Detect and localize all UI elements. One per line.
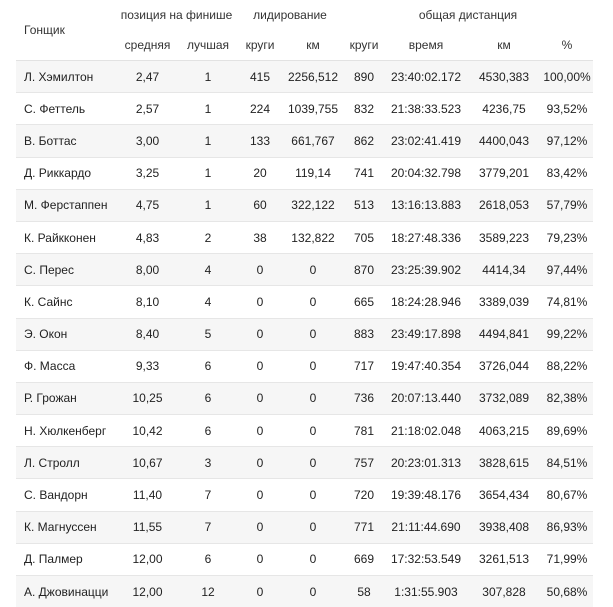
lead-laps: 20 [237,157,283,189]
header-lead-km: км [283,30,343,61]
lead-km: 0 [283,350,343,382]
distance-percent: 82,38% [541,382,593,414]
total-time: 18:24:28.946 [385,286,467,318]
table-row [16,447,593,479]
best-position: 1 [179,61,237,93]
table-row [16,286,593,318]
table-row [16,511,593,543]
avg-position: 11,40 [116,479,179,511]
total-km: 2618,053 [467,189,541,221]
driver-name: Л. Хэмилтон [16,61,116,93]
lead-km: 119,14 [283,157,343,189]
best-position: 3 [179,447,237,479]
lead-km: 0 [283,254,343,286]
lead-laps: 0 [237,254,283,286]
best-position: 6 [179,415,237,447]
lead-km: 2256,512 [283,61,343,93]
distance-percent: 93,52% [541,93,593,125]
total-km: 4236,75 [467,93,541,125]
best-position: 2 [179,221,237,253]
lead-laps: 38 [237,221,283,253]
driver-name: К. Магнуссен [16,511,116,543]
header-total-distance: общая дистанция [343,0,593,30]
total-laps: 771 [343,511,385,543]
total-time: 23:02:41.419 [385,125,467,157]
table-row [16,318,593,350]
lead-laps: 0 [237,479,283,511]
driver-name: В. Боттас [16,125,116,157]
total-km: 4494,841 [467,318,541,350]
header-lead-laps: круги [237,30,283,61]
avg-position: 11,55 [116,511,179,543]
distance-percent: 83,42% [541,157,593,189]
distance-percent: 86,93% [541,511,593,543]
avg-position: 12,00 [116,576,179,607]
total-laps: 832 [343,93,385,125]
total-laps: 757 [343,447,385,479]
table-row [16,350,593,382]
best-position: 1 [179,157,237,189]
avg-position: 2,57 [116,93,179,125]
total-laps: 58 [343,576,385,607]
lead-laps: 133 [237,125,283,157]
table-row [16,125,593,157]
lead-km: 0 [283,511,343,543]
best-position: 1 [179,93,237,125]
total-km: 4400,043 [467,125,541,157]
avg-position: 8,00 [116,254,179,286]
distance-percent: 71,99% [541,543,593,575]
total-time: 23:25:39.902 [385,254,467,286]
total-laps: 665 [343,286,385,318]
total-laps: 741 [343,157,385,189]
distance-percent: 80,67% [541,479,593,511]
table-body [16,61,593,607]
avg-position: 8,40 [116,318,179,350]
avg-position: 10,42 [116,415,179,447]
total-laps: 513 [343,189,385,221]
avg-position: 12,00 [116,543,179,575]
driver-name: К. Сайнс [16,286,116,318]
total-time: 23:49:17.898 [385,318,467,350]
avg-position: 3,25 [116,157,179,189]
lead-km: 0 [283,479,343,511]
total-km: 3261,513 [467,543,541,575]
total-km: 3779,201 [467,157,541,189]
avg-position: 4,83 [116,221,179,253]
driver-name: С. Перес [16,254,116,286]
driver-stats-table [16,0,593,607]
total-time: 23:40:02.172 [385,61,467,93]
lead-laps: 0 [237,447,283,479]
header-total-km: км [467,30,541,61]
total-time: 20:07:13.440 [385,382,467,414]
total-km: 3828,615 [467,447,541,479]
driver-name: С. Вандорн [16,479,116,511]
total-laps: 862 [343,125,385,157]
total-laps: 705 [343,221,385,253]
lead-km: 0 [283,447,343,479]
avg-position: 8,10 [116,286,179,318]
avg-position: 2,47 [116,61,179,93]
best-position: 4 [179,254,237,286]
table-row [16,576,593,607]
total-km: 4414,34 [467,254,541,286]
best-position: 4 [179,286,237,318]
total-laps: 870 [343,254,385,286]
avg-position: 10,67 [116,447,179,479]
avg-position: 3,00 [116,125,179,157]
header-total-laps: круги [343,30,385,61]
total-km: 307,828 [467,576,541,607]
total-km: 3938,408 [467,511,541,543]
distance-percent: 100,00% [541,61,593,93]
driver-name: С. Феттель [16,93,116,125]
header-leading: лидирование [237,0,343,30]
total-km: 4530,383 [467,61,541,93]
total-km: 3389,039 [467,286,541,318]
best-position: 7 [179,511,237,543]
lead-laps: 0 [237,415,283,447]
lead-km: 1039,755 [283,93,343,125]
total-km: 3732,089 [467,382,541,414]
avg-position: 4,75 [116,189,179,221]
total-laps: 720 [343,479,385,511]
total-time: 20:04:32.798 [385,157,467,189]
driver-name: М. Ферстаппен [16,189,116,221]
lead-laps: 0 [237,382,283,414]
total-time: 19:47:40.354 [385,350,467,382]
table-row [16,61,593,93]
lead-laps: 0 [237,286,283,318]
table-row [16,479,593,511]
total-laps: 781 [343,415,385,447]
total-time: 20:23:01.313 [385,447,467,479]
lead-km: 0 [283,543,343,575]
table-row [16,382,593,414]
total-time: 13:16:13.883 [385,189,467,221]
best-position: 5 [179,318,237,350]
table-row [16,93,593,125]
header-row-groups [16,0,593,30]
table-row [16,543,593,575]
distance-percent: 88,22% [541,350,593,382]
total-time: 1:31:55.903 [385,576,467,607]
header-percent: % [541,30,593,61]
distance-percent: 57,79% [541,189,593,221]
lead-laps: 224 [237,93,283,125]
header-driver: Гонщик [16,0,116,61]
lead-km: 0 [283,286,343,318]
best-position: 6 [179,382,237,414]
lead-laps: 60 [237,189,283,221]
header-time: время [385,30,467,61]
best-position: 12 [179,576,237,607]
driver-name: Р. Грожан [16,382,116,414]
header-avg: средняя [116,30,179,61]
driver-name: А. Джовинацци [16,576,116,607]
distance-percent: 99,22% [541,318,593,350]
distance-percent: 50,68% [541,576,593,607]
total-km: 3654,434 [467,479,541,511]
distance-percent: 97,12% [541,125,593,157]
distance-percent: 84,51% [541,447,593,479]
table-row [16,221,593,253]
best-position: 1 [179,189,237,221]
lead-km: 0 [283,318,343,350]
lead-laps: 0 [237,576,283,607]
distance-percent: 89,69% [541,415,593,447]
total-laps: 669 [343,543,385,575]
total-time: 17:32:53.549 [385,543,467,575]
lead-laps: 0 [237,511,283,543]
total-time: 21:38:33.523 [385,93,467,125]
distance-percent: 97,44% [541,254,593,286]
lead-km: 132,822 [283,221,343,253]
lead-km: 0 [283,576,343,607]
best-position: 6 [179,543,237,575]
driver-name: К. Райкконен [16,221,116,253]
lead-laps: 415 [237,61,283,93]
lead-km: 322,122 [283,189,343,221]
lead-km: 0 [283,382,343,414]
total-laps: 890 [343,61,385,93]
total-laps: 717 [343,350,385,382]
total-time: 21:11:44.690 [385,511,467,543]
driver-name: Д. Риккардо [16,157,116,189]
total-km: 3726,044 [467,350,541,382]
driver-name: Д. Палмер [16,543,116,575]
total-time: 19:39:48.176 [385,479,467,511]
header-finish-position: позиция на финише [116,0,237,30]
lead-laps: 0 [237,350,283,382]
total-time: 21:18:02.048 [385,415,467,447]
best-position: 7 [179,479,237,511]
best-position: 1 [179,125,237,157]
total-km: 3589,223 [467,221,541,253]
lead-km: 661,767 [283,125,343,157]
distance-percent: 79,23% [541,221,593,253]
table-row [16,415,593,447]
total-time: 18:27:48.336 [385,221,467,253]
header-best: лучшая [179,30,237,61]
distance-percent: 74,81% [541,286,593,318]
lead-laps: 0 [237,318,283,350]
lead-laps: 0 [237,543,283,575]
table-row [16,189,593,221]
total-laps: 736 [343,382,385,414]
driver-name: Н. Хюлкенберг [16,415,116,447]
lead-km: 0 [283,415,343,447]
avg-position: 9,33 [116,350,179,382]
driver-name: Л. Стролл [16,447,116,479]
driver-name: Э. Окон [16,318,116,350]
total-km: 4063,215 [467,415,541,447]
table-row [16,254,593,286]
table-row [16,157,593,189]
total-laps: 883 [343,318,385,350]
driver-name: Ф. Масса [16,350,116,382]
avg-position: 10,25 [116,382,179,414]
best-position: 6 [179,350,237,382]
